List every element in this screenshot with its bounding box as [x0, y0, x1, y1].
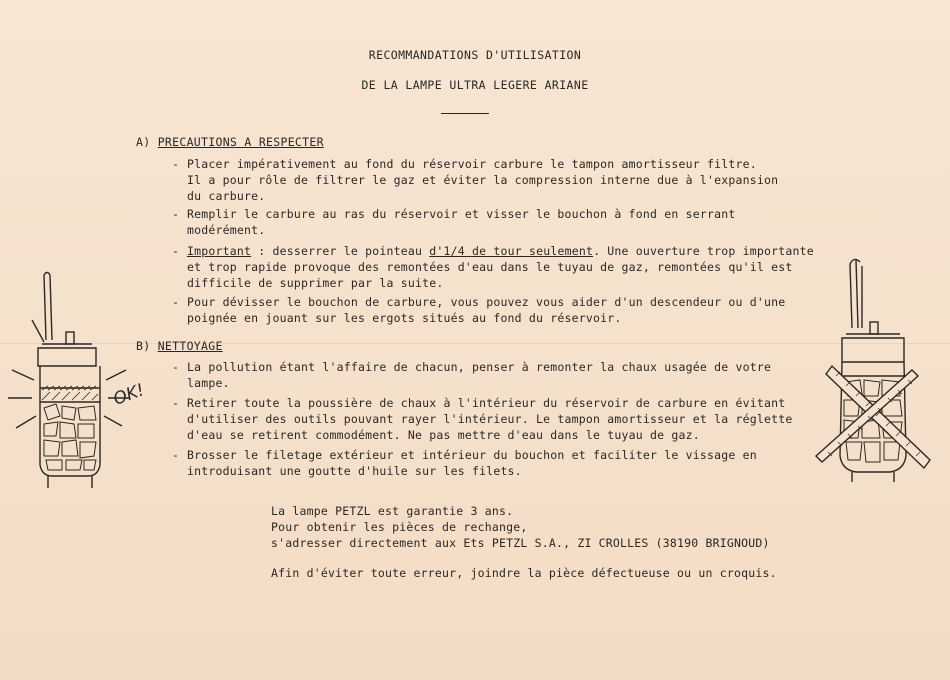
footer-line: La lampe PETZL est garantie 3 ans.	[271, 504, 514, 518]
list-item: - La pollution étant l'affaire de chacun, penser à remonter la chaux usagée de votre lampe.	[172, 360, 772, 390]
footer-line: Pour obtenir les pièces de rechange,	[271, 520, 528, 534]
title-divider	[441, 113, 489, 114]
ok-label: OK!	[110, 380, 148, 410]
list-item: - Pour dévisser le bouchon de carbure, vous pouvez vous aider d'un descendeur ou d'une poignée en jouant sur les ergots situés au fond du réservoir.	[172, 295, 786, 325]
list-item: - Remplir le carbure au ras du réservoir et visser le bouchon à fond en serrant modérément.	[172, 207, 736, 237]
section-a-title: PRECAUTIONS A RESPECTER	[157, 135, 324, 149]
section-a-prefix: A)	[136, 135, 151, 149]
section-b-prefix: B)	[136, 339, 151, 353]
section-a-heading	[136, 135, 324, 149]
footer-block	[271, 503, 770, 551]
section-b-title: NETTOYAGE	[157, 339, 223, 353]
footer-line: s'adresser directement aux Ets PETZL S.A., ZI CROLLES (38190 BRIGNOUD)	[271, 536, 770, 550]
title-line-1: RECOMMANDATIONS D'UTILISATION	[368, 48, 582, 62]
title-line-2: DE LA LAMPE ULTRA LEGERE ARIANE	[361, 78, 589, 92]
lamp-crossed-out-icon	[812, 256, 944, 488]
list-item: - Placer impérativement au fond du réservoir carbure le tampon amortisseur filtre. Il a pour rôle de filtrer le gaz et éviter la compression interne due à l'expansion du carbure.	[172, 157, 779, 203]
lamp-correct-icon	[4, 270, 164, 495]
footer-note: Afin d'éviter toute erreur, joindre la pièce défectueuse ou un croquis.	[271, 566, 777, 580]
list-item: - Important : desserrer le pointeau d'1/4 de tour seulement. Une ouverture trop importante et trop rapide provoque des remontées d'eau dans le tuyau de gaz, remontées qu'il est difficile de supprimer par la suite.	[172, 244, 814, 290]
list-item: - Retirer toute la poussière de chaux à l'intérieur du réservoir de carbure en évitant d'utiliser des outils pouvant rayer l'intérieur. Le tampon amortisseur et la réglette d'eau se retirent commodément. Ne pas mettre d'eau dans le tuyau de gaz.	[172, 396, 793, 442]
list-item: - Brosser le filetage extérieur et intérieur du bouchon et faciliter le vissage en introduisant une goutte d'huile sur les filets.	[172, 448, 757, 478]
